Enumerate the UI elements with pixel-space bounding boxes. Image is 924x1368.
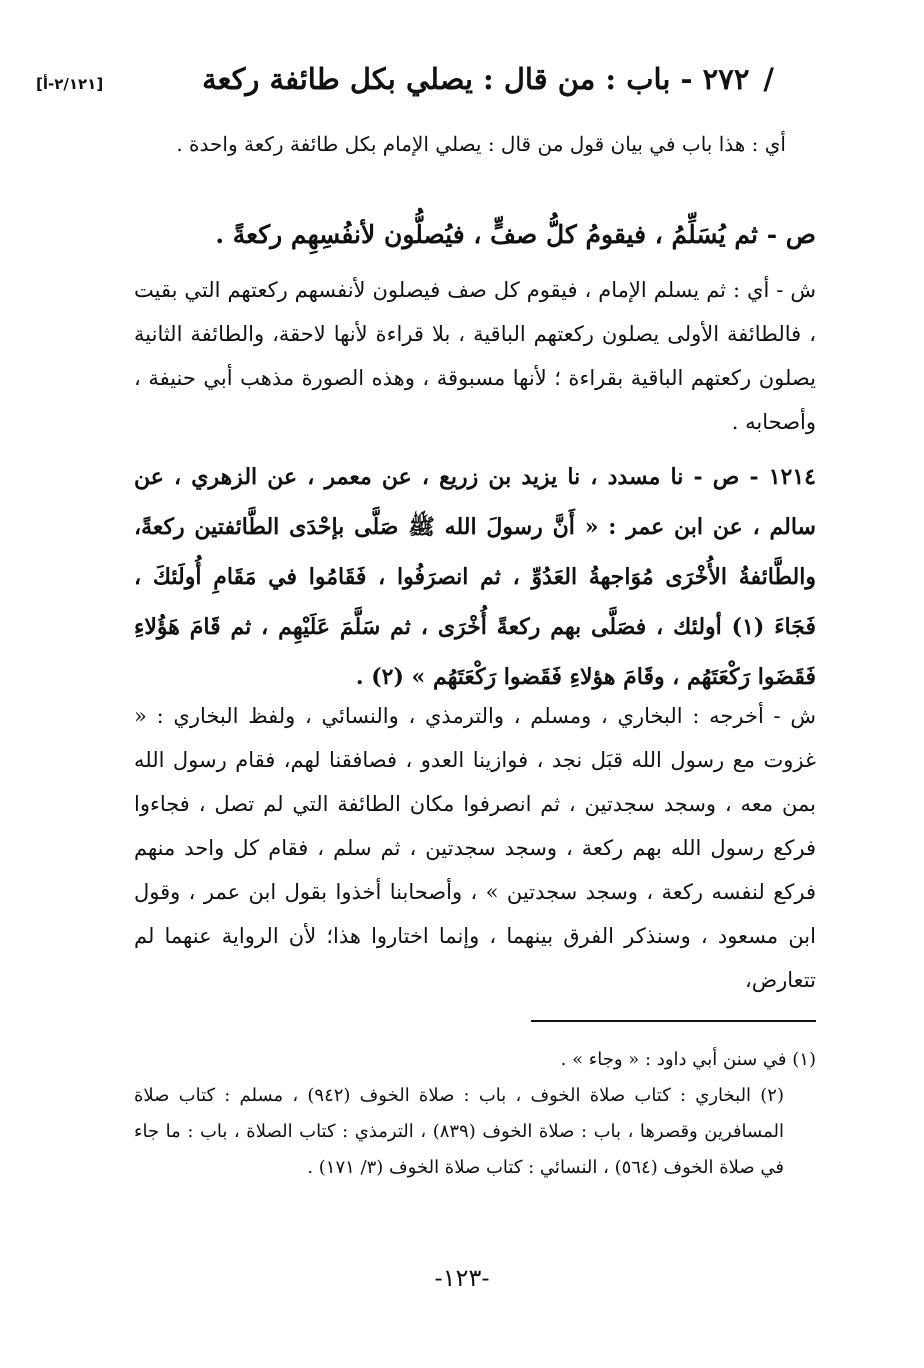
- sharh-paragraph-1: ش - أي : ثم يسلم الإمام ، فيقوم كل صف فيصلون لأنفسهم ركعتهم التي بقيت ، فالطائفة الأولى يصلون ركعتهم الباقية ، بلا قراءة لأنها لاحقة، والطائفة الثانية يصلون ركعتهم الباقية بقراءة ؛ لأنها مسبوقة ، وهذه الصورة مذهب أبي حنيفة ، وأصحابه .: [134, 278, 816, 434]
- sharh-paragraph-2: ش - أخرجه : البخاري ، ومسلم ، والترمذي ، والنسائي ، ولفظ البخاري : « غزوت مع رسول الله قبَل نجد ، فوازينا العدو ، فصافقنا لهم، فقام رسول الله بمن معه ، وسجد سجدتين ، ثم انصرفوا مكان الطائفة التي لم تصل ، فجاءوا فركع رسول الله بهم ركعة ، وسجد سجدتين ، ثم سلم ، فقام كل واحد منهم فركع لنفسه ركعة ، وسجد سجدتين » ، وأصحابنا أخذوا بقول ابن عمر ، وقول ابن مسعود ، وسنذكر الفرق بينهما ، وإنما اختاروا هذا؛ لأن الرواية عنهما لم تتعارض،: [134, 704, 816, 992]
- footnote-divider: [531, 1020, 816, 1022]
- heading-slash: /: [763, 62, 774, 96]
- matn-text: ص - ثم يُسَلِّمُ ، فيقومُ كلُّ صفٍّ ، فيُصلُّون لأنفُسِهِم ركعةً .: [215, 220, 816, 249]
- footnote-1: (١) في سنن أبي داود : « وجاء » .: [560, 1049, 816, 1070]
- footnote-2: (٢) البخاري : كتاب صلاة الخوف ، باب : صلاة الخوف (٩٤٢) ، مسلم : كتاب صلاة المسافرين وقصرها ، باب : صلاة الخوف (٨٣٩) ، الترمذي : كتاب الصلاة ، باب : ما جاء في صلاة الخوف (٥٦٤) ، النسائي : كتاب صلاة الخوف (٣/ ١٧١) .: [134, 1085, 784, 1178]
- footnotes: [134, 1042, 816, 1186]
- chapter-heading: [202, 62, 774, 96]
- hadith-text: ١٢١٤ - ص - نا مسدد ، نا يزيد بن زريع ، عن معمر ، عن الزهري ، عن سالم ، عن ابن عمر : « أَنَّ رسولَ الله ﷺ صَلَّى بإحْدَى الطَّائفتين ركعةً، والطَّائفةُ الأُخْرَى مُوَاجهةُ العَدُوِّ ، ثم انصرَفُوا ، فَقَامُوا في مَقَامِ أُولَئكَ ، فَجَاءَ (١) أولئك ، فصَلَّى بهم ركعةً أُخْرَى ، ثم سَلَّمَ عَلَيْهِم ، ثم قَامَ هَؤُلاءِ فَقَضَوا رَكْعَتَهُم ، وقَامَ هؤلاءِ فَقَضوا رَكْعَتَهُم » (٢) .: [134, 464, 816, 690]
- margin-reference: [٢/١٢١-أ]: [36, 75, 104, 93]
- heading-text: ٢٧٢ - باب : من قال : يصلي بكل طائفة ركعة: [202, 62, 750, 96]
- page-number: -١٢٣-: [434, 1264, 490, 1292]
- chapter-explanation: أي : هذا باب في بيان قول من قال : يصلي الإمام بكل طائفة ركعة واحدة .: [176, 132, 786, 156]
